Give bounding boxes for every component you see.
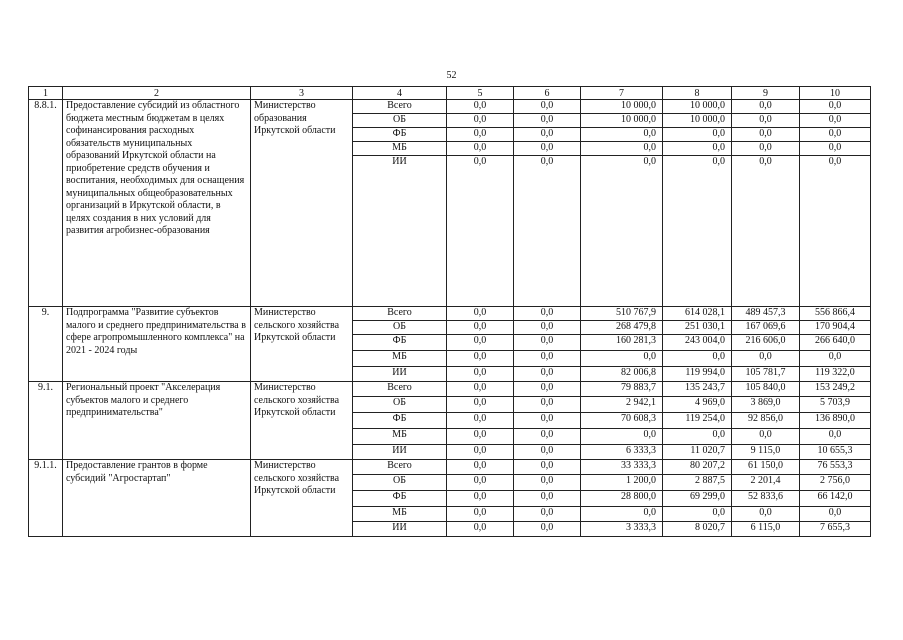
funding-source: ИИ	[353, 367, 447, 382]
table-row	[29, 460, 871, 475]
value-col-7: 268 479,8	[581, 321, 663, 335]
value-col-9: 2 201,4	[732, 475, 800, 491]
column-header: 9	[732, 87, 800, 100]
value-col-6: 0,0	[514, 114, 581, 128]
column-header: 1	[29, 87, 63, 100]
funding-source: МБ	[353, 429, 447, 445]
value-col-7: 82 006,8	[581, 367, 663, 382]
value-col-8: 69 299,0	[663, 491, 732, 507]
value-col-10: 556 866,4	[800, 307, 871, 321]
value-col-10: 0,0	[800, 114, 871, 128]
column-header: 8	[663, 87, 732, 100]
value-col-5: 0,0	[447, 491, 514, 507]
value-col-6: 0,0	[514, 475, 581, 491]
value-col-10: 5 703,9	[800, 397, 871, 413]
funding-source: Всего	[353, 100, 447, 114]
value-col-9: 167 069,6	[732, 321, 800, 335]
value-col-5: 0,0	[447, 413, 514, 429]
value-col-8: 0,0	[663, 351, 732, 367]
value-col-9: 0,0	[732, 142, 800, 156]
value-col-7: 0,0	[581, 156, 663, 307]
value-col-9: 0,0	[732, 100, 800, 114]
value-col-8: 243 004,0	[663, 335, 732, 351]
item-name: Региональный проект "Акселерация субъектов малого и среднего предпринимательства"	[63, 382, 251, 460]
value-col-10: 0,0	[800, 128, 871, 142]
value-col-8: 8 020,7	[663, 522, 732, 537]
value-col-9: 52 833,6	[732, 491, 800, 507]
value-col-5: 0,0	[447, 307, 514, 321]
value-col-5: 0,0	[447, 156, 514, 307]
value-col-8: 614 028,1	[663, 307, 732, 321]
value-col-5: 0,0	[447, 507, 514, 522]
item-name: Предоставление субсидий из областного бюджета местным бюджетам в целях софинансирования расходных обязательств муниципальных образований Иркутской области на приобретение средств обучения и воспитания, необходимых для оснащения муниципальных общеобразовательных организаций в Иркутской области, в целях создания в них условий для развития агробизнес-образования	[63, 100, 251, 307]
value-col-10: 2 756,0	[800, 475, 871, 491]
value-col-9: 0,0	[732, 128, 800, 142]
value-col-5: 0,0	[447, 445, 514, 460]
funding-source: ФБ	[353, 491, 447, 507]
value-col-5: 0,0	[447, 351, 514, 367]
funding-source: ИИ	[353, 522, 447, 537]
table-row	[29, 307, 871, 321]
value-col-6: 0,0	[514, 429, 581, 445]
funding-source: Всего	[353, 382, 447, 397]
value-col-8: 11 020,7	[663, 445, 732, 460]
value-col-7: 0,0	[581, 142, 663, 156]
value-col-10: 153 249,2	[800, 382, 871, 397]
value-col-7: 0,0	[581, 128, 663, 142]
funding-source: МБ	[353, 351, 447, 367]
value-col-10: 76 553,3	[800, 460, 871, 475]
value-col-9: 9 115,0	[732, 445, 800, 460]
value-col-7: 0,0	[581, 429, 663, 445]
value-col-8: 10 000,0	[663, 114, 732, 128]
value-col-6: 0,0	[514, 460, 581, 475]
column-header: 10	[800, 87, 871, 100]
value-col-7: 10 000,0	[581, 114, 663, 128]
value-col-6: 0,0	[514, 397, 581, 413]
value-col-7: 1 200,0	[581, 475, 663, 491]
value-col-8: 119 994,0	[663, 367, 732, 382]
funding-source: ФБ	[353, 413, 447, 429]
value-col-9: 0,0	[732, 351, 800, 367]
value-col-5: 0,0	[447, 321, 514, 335]
value-col-6: 0,0	[514, 351, 581, 367]
item-executor: Министерство образования Иркутской области	[251, 100, 353, 307]
value-col-7: 510 767,9	[581, 307, 663, 321]
value-col-10: 7 655,3	[800, 522, 871, 537]
column-header: 7	[581, 87, 663, 100]
funding-source: ОБ	[353, 397, 447, 413]
value-col-6: 0,0	[514, 413, 581, 429]
value-col-7: 3 333,3	[581, 522, 663, 537]
value-col-10: 0,0	[800, 507, 871, 522]
value-col-5: 0,0	[447, 142, 514, 156]
value-col-8: 119 254,0	[663, 413, 732, 429]
value-col-6: 0,0	[514, 156, 581, 307]
value-col-5: 0,0	[447, 100, 514, 114]
value-col-10: 136 890,0	[800, 413, 871, 429]
funding-source: МБ	[353, 142, 447, 156]
value-col-8: 10 000,0	[663, 100, 732, 114]
value-col-9: 3 869,0	[732, 397, 800, 413]
value-col-8: 4 969,0	[663, 397, 732, 413]
column-header-row	[29, 87, 871, 100]
value-col-9: 0,0	[732, 429, 800, 445]
value-col-10: 0,0	[800, 142, 871, 156]
value-col-7: 10 000,0	[581, 100, 663, 114]
value-col-10: 0,0	[800, 100, 871, 114]
value-col-7: 0,0	[581, 351, 663, 367]
page-number: 52	[446, 70, 457, 81]
value-col-8: 80 207,2	[663, 460, 732, 475]
value-col-8: 0,0	[663, 507, 732, 522]
value-col-8: 0,0	[663, 429, 732, 445]
value-col-6: 0,0	[514, 522, 581, 537]
value-col-8: 135 243,7	[663, 382, 732, 397]
table-row	[29, 100, 871, 114]
value-col-6: 0,0	[514, 142, 581, 156]
item-code: 9.1.	[29, 382, 63, 460]
value-col-7: 70 608,3	[581, 413, 663, 429]
value-col-8: 2 887,5	[663, 475, 732, 491]
item-executor: Министерство сельского хозяйства Иркутской области	[251, 307, 353, 382]
item-name: Предоставление грантов в форме субсидий "Агростартап"	[63, 460, 251, 537]
value-col-5: 0,0	[447, 382, 514, 397]
value-col-9: 0,0	[732, 156, 800, 307]
value-col-5: 0,0	[447, 335, 514, 351]
funding-source: ОБ	[353, 475, 447, 491]
table-row	[29, 382, 871, 397]
funding-source: ИИ	[353, 156, 447, 307]
column-header: 6	[514, 87, 581, 100]
value-col-9: 216 606,0	[732, 335, 800, 351]
column-header: 5	[447, 87, 514, 100]
value-col-9: 92 856,0	[732, 413, 800, 429]
value-col-8: 0,0	[663, 142, 732, 156]
column-header: 4	[353, 87, 447, 100]
item-code: 9.1.1.	[29, 460, 63, 537]
value-col-6: 0,0	[514, 128, 581, 142]
value-col-10: 0,0	[800, 429, 871, 445]
value-col-7: 2 942,1	[581, 397, 663, 413]
value-col-5: 0,0	[447, 522, 514, 537]
value-col-9: 6 115,0	[732, 522, 800, 537]
column-header: 2	[63, 87, 251, 100]
value-col-8: 0,0	[663, 128, 732, 142]
value-col-6: 0,0	[514, 491, 581, 507]
value-col-6: 0,0	[514, 335, 581, 351]
value-col-8: 0,0	[663, 156, 732, 307]
column-header: 3	[251, 87, 353, 100]
funding-source: Всего	[353, 460, 447, 475]
value-col-5: 0,0	[447, 367, 514, 382]
value-col-6: 0,0	[514, 100, 581, 114]
value-col-7: 160 281,3	[581, 335, 663, 351]
value-col-10: 119 322,0	[800, 367, 871, 382]
item-code: 8.8.1.	[29, 100, 63, 307]
value-col-5: 0,0	[447, 128, 514, 142]
item-code: 9.	[29, 307, 63, 382]
value-col-10: 170 904,4	[800, 321, 871, 335]
value-col-7: 6 333,3	[581, 445, 663, 460]
value-col-9: 105 781,7	[732, 367, 800, 382]
value-col-5: 0,0	[447, 460, 514, 475]
value-col-6: 0,0	[514, 367, 581, 382]
funding-source: ФБ	[353, 335, 447, 351]
value-col-9: 489 457,3	[732, 307, 800, 321]
value-col-5: 0,0	[447, 397, 514, 413]
value-col-9: 105 840,0	[732, 382, 800, 397]
value-col-7: 0,0	[581, 507, 663, 522]
value-col-10: 10 655,3	[800, 445, 871, 460]
item-name: Подпрограмма "Развитие субъектов малого и среднего предпринимательства в сфере агропромышленного комплекса" на 2021 - 2024 годы	[63, 307, 251, 382]
funding-source: ОБ	[353, 321, 447, 335]
value-col-8: 251 030,1	[663, 321, 732, 335]
item-executor: Министерство сельского хозяйства Иркутской области	[251, 382, 353, 460]
value-col-6: 0,0	[514, 445, 581, 460]
value-col-5: 0,0	[447, 114, 514, 128]
funding-source: ОБ	[353, 114, 447, 128]
value-col-5: 0,0	[447, 429, 514, 445]
funding-source: ФБ	[353, 128, 447, 142]
value-col-7: 28 800,0	[581, 491, 663, 507]
value-col-10: 266 640,0	[800, 335, 871, 351]
value-col-10: 0,0	[800, 351, 871, 367]
item-executor: Министерство сельского хозяйства Иркутской области	[251, 460, 353, 537]
value-col-7: 33 333,3	[581, 460, 663, 475]
funding-source: МБ	[353, 507, 447, 522]
value-col-10: 0,0	[800, 156, 871, 307]
budget-table	[28, 86, 871, 537]
value-col-5: 0,0	[447, 475, 514, 491]
value-col-7: 79 883,7	[581, 382, 663, 397]
funding-source: ИИ	[353, 445, 447, 460]
value-col-6: 0,0	[514, 307, 581, 321]
value-col-6: 0,0	[514, 382, 581, 397]
value-col-6: 0,0	[514, 321, 581, 335]
value-col-9: 0,0	[732, 114, 800, 128]
funding-source: Всего	[353, 307, 447, 321]
value-col-10: 66 142,0	[800, 491, 871, 507]
value-col-9: 0,0	[732, 507, 800, 522]
value-col-6: 0,0	[514, 507, 581, 522]
value-col-9: 61 150,0	[732, 460, 800, 475]
